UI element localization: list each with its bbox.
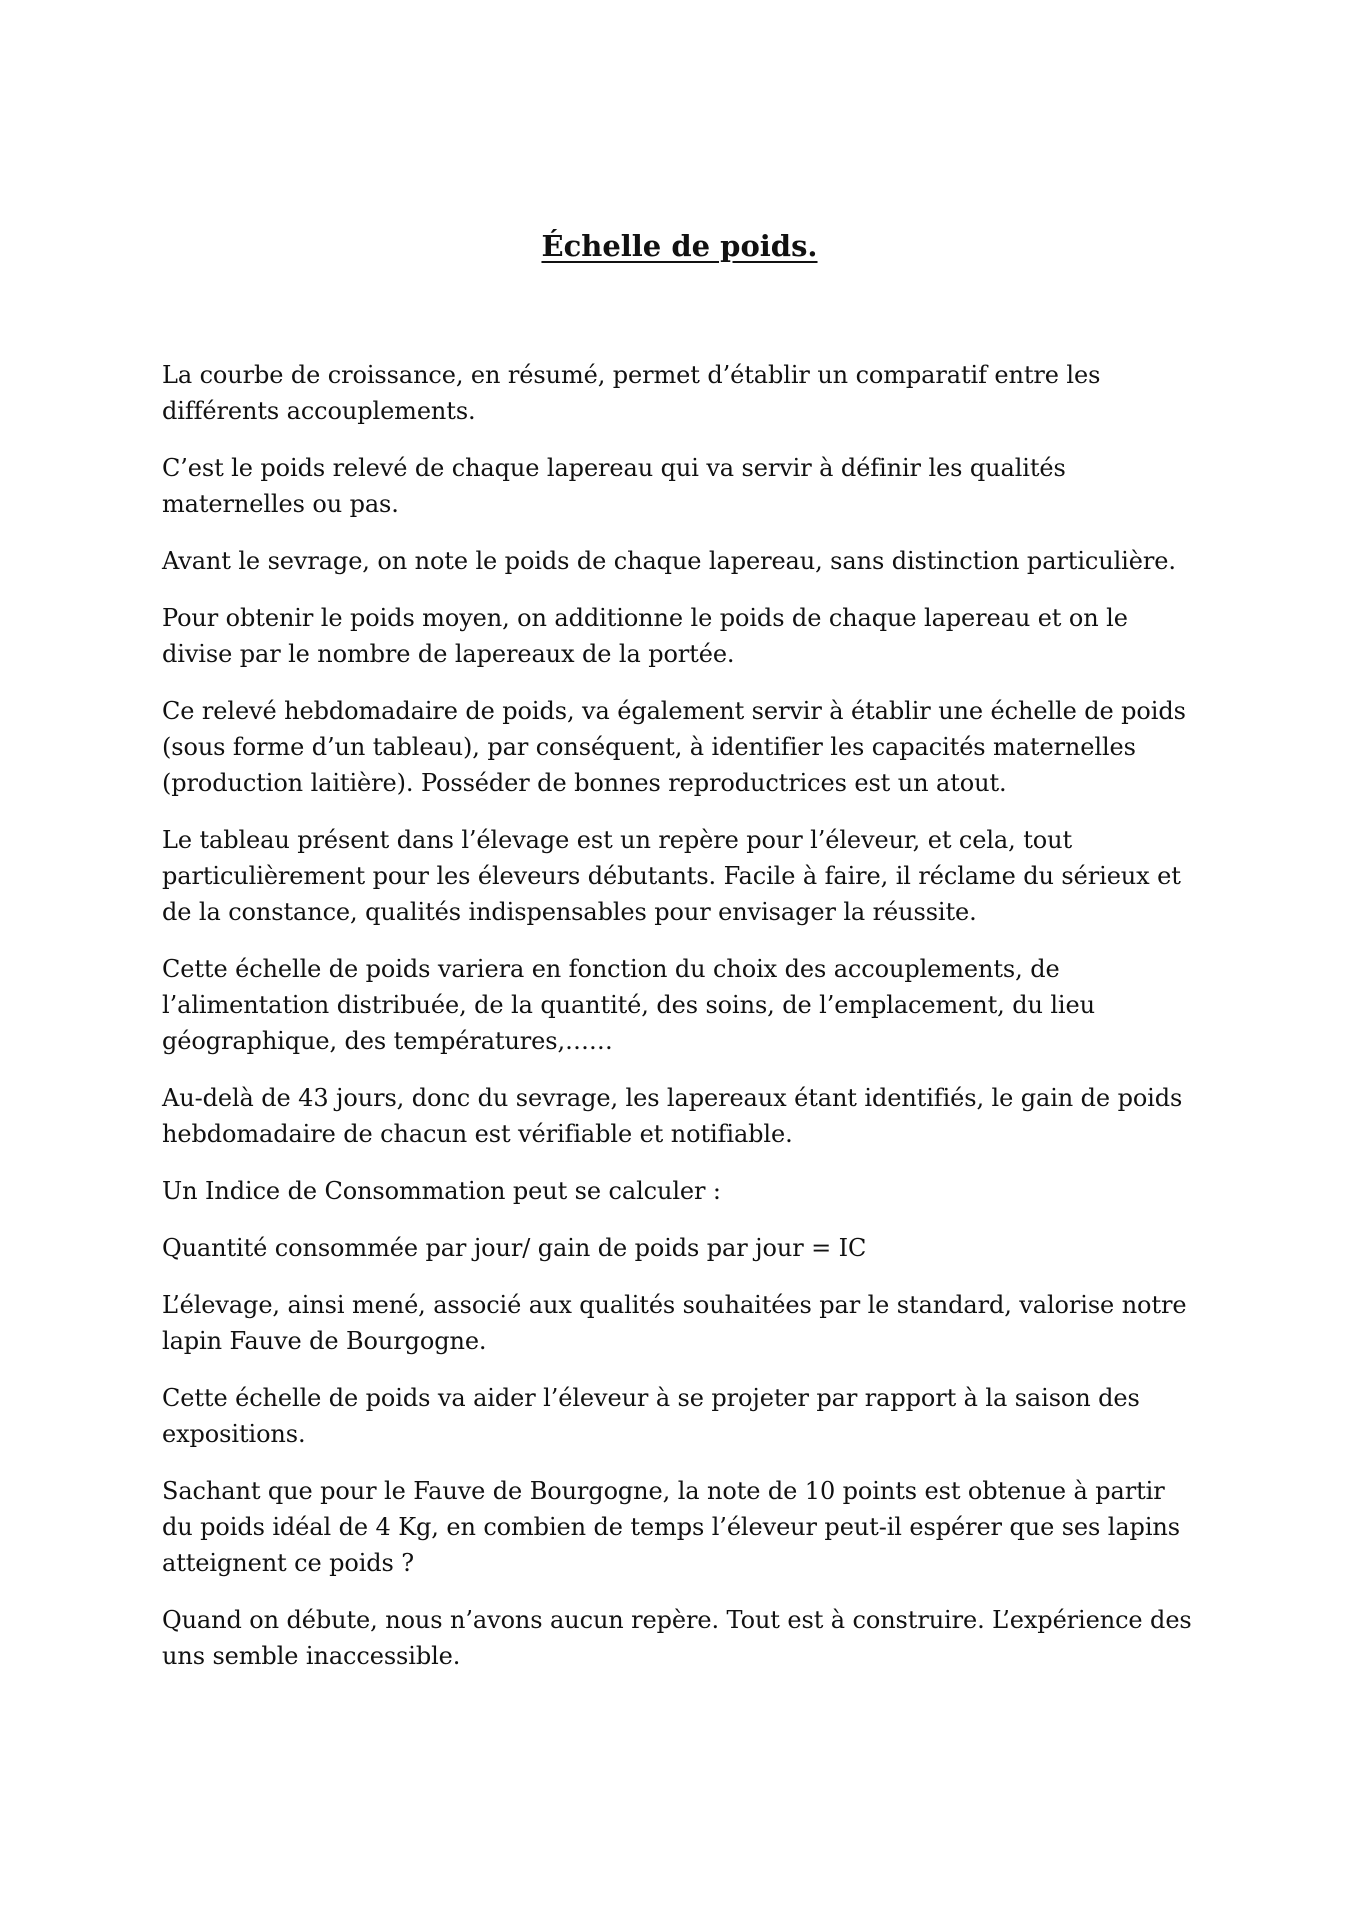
- paragraph-11: L’élevage, ainsi mené, associé aux qualités souhaitées par le standard, valorise notre lapin Fauve de Bourgogne.: [162, 1291, 1187, 1355]
- paragraph-8: Au-delà de 43 jours, donc du sevrage, les lapereaux étant identifiés, le gain de poids hebdomadaire de chacun est vérifiable et notifiable.: [162, 1084, 1183, 1148]
- paragraph-1: La courbe de croissance, en résumé, permet d’établir un comparatif entre les différents accouplements.: [162, 361, 1101, 425]
- paragraph-4: Pour obtenir le poids moyen, on additionne le poids de chaque lapereau et on le divise par le nombre de lapereaux de la portée.: [162, 604, 1128, 668]
- paragraph-9: Un Indice de Consommation peut se calculer :: [162, 1177, 721, 1205]
- paragraph-10: Quantité consommée par jour/ gain de poids par jour = IC: [162, 1234, 867, 1262]
- paragraph-5: Ce relevé hebdomadaire de poids, va également servir à établir une échelle de poids (sous forme d’un tableau), par conséquent, à identifier les capacités maternelles (production laitière). Posséder de bonnes reproductrices est un atout.: [162, 697, 1186, 797]
- paragraph-6: Le tableau présent dans l’élevage est un repère pour l’éleveur, et cela, tout particulièrement pour les éleveurs débutants. Facile à faire, il réclame du sérieux et de la constance, qualités indispensables pour envisager la réussite.: [162, 826, 1181, 926]
- paragraph-14: Quand on débute, nous n’avons aucun repère. Tout est à construire. L’expérience des uns semble inaccessible.: [162, 1606, 1192, 1670]
- document-body: [162, 357, 1202, 1695]
- paragraph-12: Cette échelle de poids va aider l’éleveur à se projeter par rapport à la saison des expositions.: [162, 1384, 1140, 1448]
- paragraph-13: Sachant que pour le Fauve de Bourgogne, la note de 10 points est obtenue à partir du poids idéal de 4 Kg, en combien de temps l’éleveur peut-il espérer que ses lapins atteignent ce poids ?: [162, 1477, 1180, 1577]
- paragraph-2: C’est le poids relevé de chaque lapereau qui va servir à définir les qualités maternelles ou pas.: [162, 454, 1066, 518]
- paragraph-3: Avant le sevrage, on note le poids de chaque lapereau, sans distinction particulière.: [162, 547, 1176, 575]
- document-title: Échelle de poids.: [541, 229, 818, 263]
- paragraph-7: Cette échelle de poids variera en fonction du choix des accouplements, de l’alimentation distribuée, de la quantité, des soins, de l’emplacement, du lieu géographique, des températures,……: [162, 955, 1095, 1055]
